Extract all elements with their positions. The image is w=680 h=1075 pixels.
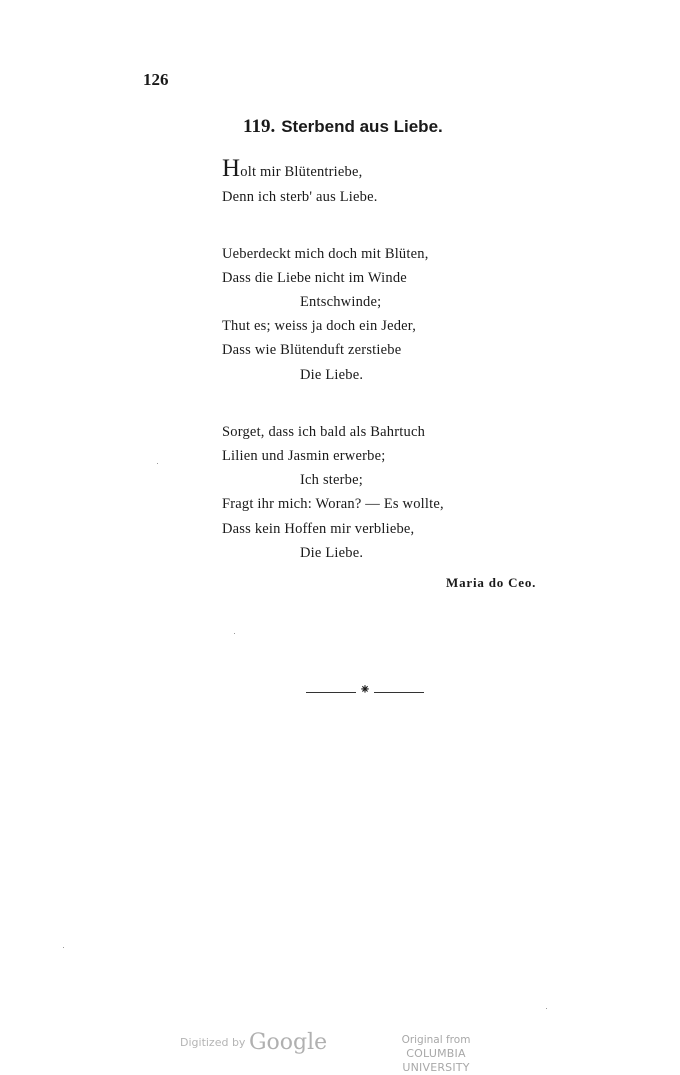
poem-line: Ueberdeckt mich doch mit Blüten, xyxy=(222,246,429,262)
poem-line: Dass wie Blütenduft zerstiebe xyxy=(222,342,402,358)
paper-speck xyxy=(63,947,64,948)
digitized-by-watermark xyxy=(180,1030,327,1055)
poem-line: Lilien und Jasmin erwerbe; xyxy=(222,448,386,464)
original-from-watermark xyxy=(374,1033,498,1075)
poem-line-1 xyxy=(222,156,362,181)
paper-speck xyxy=(234,633,235,634)
poem-line: Sorget, dass ich bald als Bahrtuch xyxy=(222,424,426,440)
poem-number: 119. xyxy=(243,116,276,137)
poem-title xyxy=(243,116,443,138)
poem-line: Dass die Liebe nicht im Winde xyxy=(222,270,407,286)
digitized-prefix: Digitized by xyxy=(180,1036,246,1049)
asterism-icon: ⁕ xyxy=(359,682,371,698)
drop-cap: H xyxy=(222,155,241,182)
poem-title-text: Sterbend aus Liebe. xyxy=(281,117,443,136)
poem-line: Denn ich sterb' aus Liebe. xyxy=(222,189,378,205)
paper-speck xyxy=(546,1008,547,1009)
institution-name: COLUMBIA UNIVERSITY xyxy=(402,1047,470,1074)
poem-author: Maria do Ceo. xyxy=(446,575,537,590)
ornament-rule-right xyxy=(374,692,424,693)
poem-line: Ich sterbe; xyxy=(300,472,363,488)
ornament-rule-left xyxy=(306,692,356,693)
google-logo: Google xyxy=(248,1030,328,1055)
paper-speck xyxy=(157,463,158,464)
poem-line: Thut es; weiss ja doch ein Jeder, xyxy=(222,318,417,334)
poem-line: Die Liebe. xyxy=(300,367,364,383)
page-number: 126 xyxy=(143,70,169,89)
poem-line-1-text: olt mir Blütentriebe, xyxy=(240,164,363,180)
poem-line: Die Liebe. xyxy=(300,545,364,561)
poem-line: Fragt ihr mich: Woran? — Es wollte, xyxy=(222,496,444,512)
section-ornament xyxy=(306,682,424,699)
poem-line: Dass kein Hoffen mir verbliebe, xyxy=(222,521,415,537)
poem-line: Entschwinde; xyxy=(300,294,382,310)
original-from-label: Original from xyxy=(401,1034,471,1046)
